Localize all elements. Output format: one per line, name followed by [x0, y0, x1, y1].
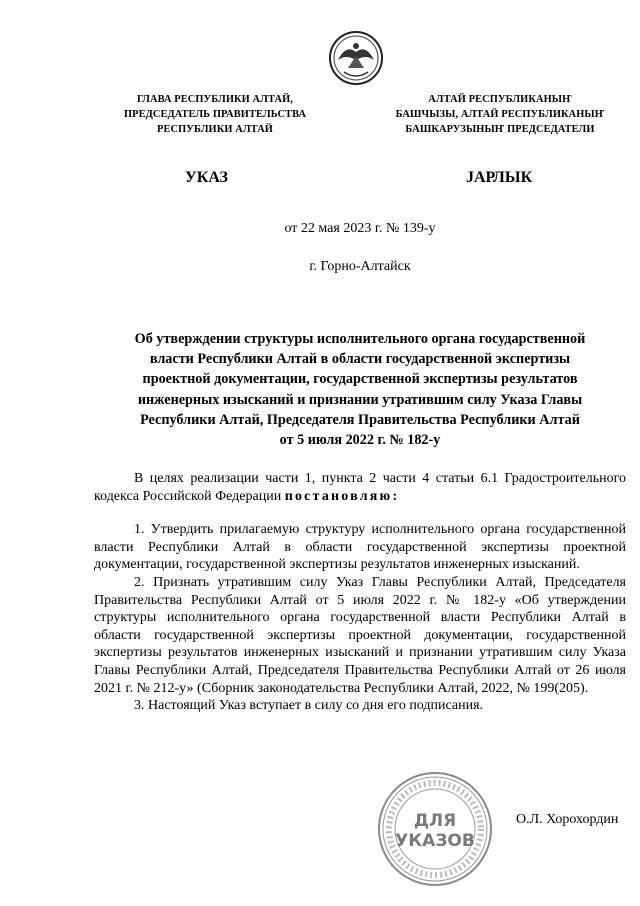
header-left-line: РЕСПУБЛИКИ АЛТАЙ [157, 124, 273, 135]
preamble-text: В целях реализации части 1, пункта 2 части 4 статьи 6.1 Градостроительного кодекса Российской Федерации [94, 471, 626, 504]
preamble-decree-word: постановляю: [284, 488, 400, 504]
header-left-line: ГЛАВА РЕСПУБЛИКИ АЛТАЙ, [137, 94, 293, 105]
coat-of-arms-emblem [328, 30, 384, 86]
document-city: г. Горно-Алтайск [309, 259, 411, 274]
document-type-title: УКАЗ [185, 169, 228, 186]
header-right-line: БАШКАРУЗЫНЫҤ ПРЕДСЕДАТЕЛИ [405, 124, 595, 135]
subject-line: власти Республики Алтай в области государственной экспертизы [149, 351, 571, 368]
stamp-text-line1: ДЛЯ [413, 811, 457, 831]
document-date-number: от 22 мая 2023 г. № 139-у [284, 221, 436, 236]
document-type-title-altai: JАРЛЫК [466, 169, 533, 186]
subject-line: от 5 июля 2022 г. № 182-у [279, 432, 441, 449]
header-left-authority [110, 92, 320, 137]
header-left-line: ПРЕДСЕДАТЕЛЬ ПРАВИТЕЛЬСТВА [123, 109, 307, 120]
stamp-text-line2: УКАЗОВ [395, 831, 475, 851]
header-right-line: АЛТАЙ РЕСПУБЛИКАНЫҤ [428, 94, 572, 105]
subject-line: инженерных изысканий и признании утратившим силу Указа Главы [137, 391, 583, 408]
subject-line: Республики Алтай, Председателя Правительства Республики Алтай [140, 411, 580, 428]
item-1: 1. Утвердить прилагаемую структуру исполнительного органа государственной власти Республики Алтай в области государственной экспертизы проектной документации, государственной экспертизы результатов инженерных изысканий. [94, 522, 626, 573]
document-subject [100, 329, 620, 450]
header-right-line: БАШЧЫЗЫ, АЛТАЙ РЕСПУБЛИКАНЫҤ [395, 109, 605, 120]
subject-line: Об утверждении структуры исполнительного органа государственной [134, 331, 586, 347]
subject-line: проектной документации, государственной экспертизы результатов [142, 371, 578, 388]
item-3: 3. Настоящий Указ вступает в силу со дня его подписания. [134, 698, 484, 714]
item-2: 2. Признать утратившим силу Указ Главы Республики Алтай, Председателя Правительства Республики Алтай от 5 июля 2022 г. № 182-у «Об утверждении структуры исполнительного органа государственной власти Республики Алтай в области государственной экспертизы проектной документации, государственной экспертизы результатов инженерных изысканий и признании утратившим силу Указа Главы Республики Алтай, Председателя Правительства Республики Алтай от 26 июля 2021 г. № 212-у» (Сборник законодательства Республики Алтай, 2022, № 199(205). [94, 574, 626, 696]
header-right-authority [384, 92, 616, 137]
signer-name: О.Л. Хорохордин [516, 812, 619, 827]
document-body [94, 470, 626, 715]
official-stamp [376, 770, 494, 888]
preamble-paragraph [94, 470, 626, 505]
